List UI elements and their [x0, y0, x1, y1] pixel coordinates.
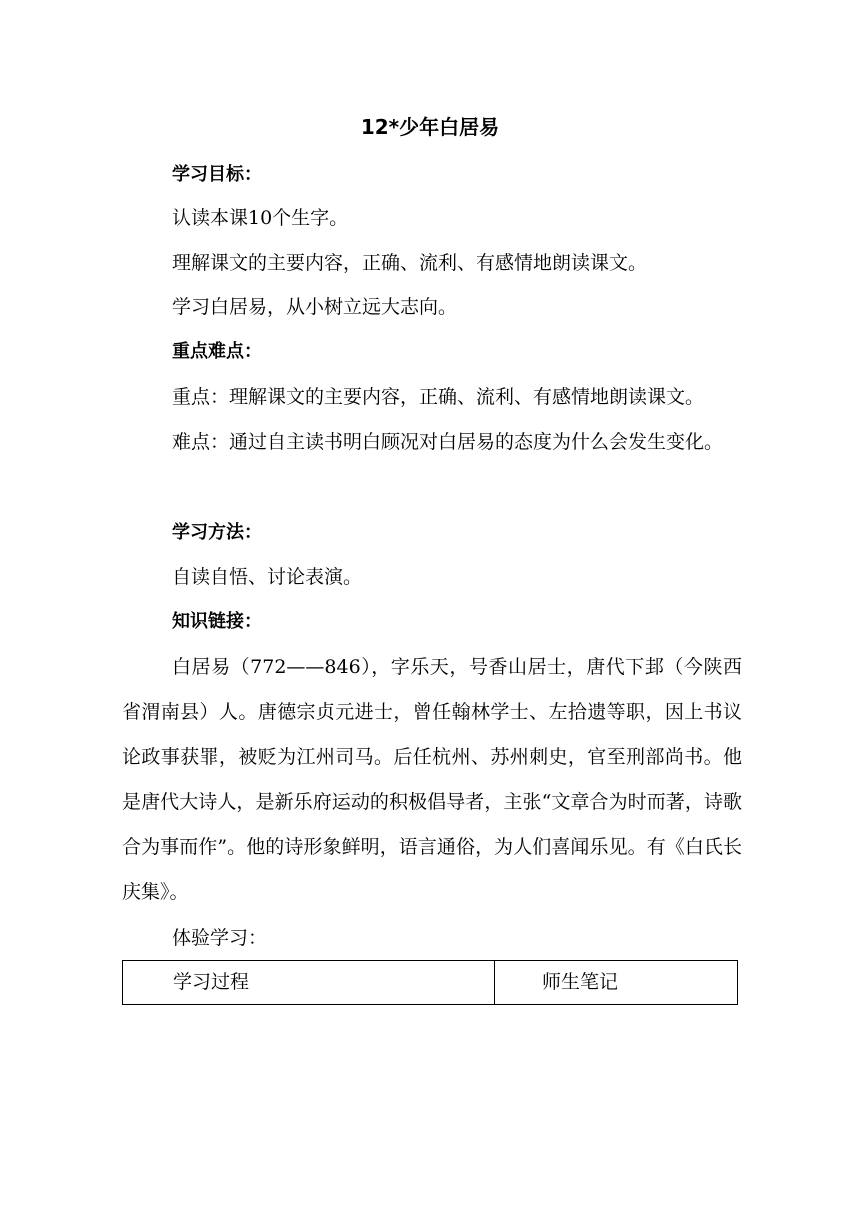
method-text: 自读自悟、讨论表演。	[172, 566, 363, 588]
study-table	[122, 960, 738, 1005]
difficulty-paragraph: 难点：通过自主读书明白顾况对白居易的态度为什么会发生变化。	[172, 431, 724, 453]
method-heading: 学习方法：	[172, 522, 262, 543]
knowledge-heading: 知识链接：	[172, 611, 262, 632]
goal-item-1: 认读本课10个生字。	[172, 207, 349, 229]
goal-item-3: 学习白居易，从小树立远大志向。	[172, 296, 458, 318]
table-header-notes: 师生笔记	[542, 971, 619, 993]
goal-item-2: 理解课文的主要内容，正确、流利、有感情地朗读课文。	[172, 252, 648, 274]
table-header-process: 学习过程	[123, 961, 495, 1004]
knowledge-paragraph: 白居易（772——846），字乐天，号香山居士，唐代下邽（今陕西省渭南县）人。唐德宗贞元进士，曾任翰林学士、左拾遗等职，因上书议论政事获罪，被贬为江州司马。后任杭州、苏州刺史，官至刑部尚书。他是唐代大诗人，是新乐府运动的积极倡导者，主张“文章合为时而著，诗歌合为事而作”。他的诗形象鲜明，语言通俗，为人们喜闻乐见。有《白氏长庆集》。	[122, 656, 742, 903]
goals-heading: 学习目标：	[172, 164, 262, 185]
experience-heading: 体验学习：	[172, 927, 268, 949]
key-difficulty-heading: 重点难点：	[172, 341, 262, 362]
document-title: 12*少年白居易	[360, 115, 500, 139]
key-point-text: 重点：理解课文的主要内容，正确、流利、有感情地朗读课文。	[172, 386, 705, 408]
